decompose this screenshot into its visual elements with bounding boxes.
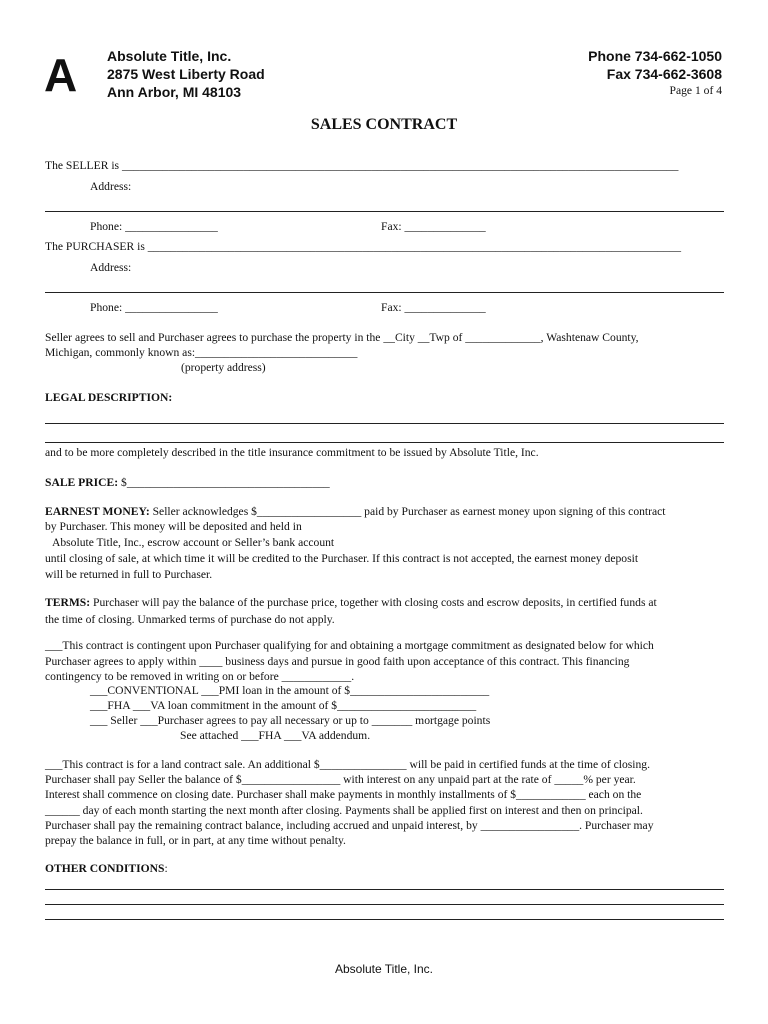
earnest-line-2: by Purchaser. This money will be deposited and held in [45, 520, 302, 533]
mortgage-points: ___ Seller ___Purchaser agrees to pay all necessary or up to _______ mortgage points [90, 714, 491, 727]
purchaser-phone: Phone: ________________ [90, 301, 218, 314]
mortgage-line-3: contingency to be removed in writing on or before ____________. [45, 670, 355, 683]
purchaser-address-label: Address: [90, 261, 132, 274]
land-contract-line-4: ______ day of each month starting the next month after closing. Payments shall be applied first on interest and then on principal. [45, 804, 643, 817]
mortgage-line-2: Purchaser agrees to apply within ____ business days and pursue in good faith upon acceptance of this contract. This financing [45, 655, 630, 668]
purchaser-address-rule [45, 292, 724, 293]
land-contract-line-1: ___This contract is for a land contract sale. An additional $_______________ will be paid in certified funds at the time of closing. [45, 758, 650, 771]
land-contract-line-5: Purchaser shall pay the remaining contract balance, including accrued and unpaid interest, by _________________. Purchaser may [45, 819, 654, 832]
earnest-text-1: Seller acknowledges $__________________ paid by Purchaser as earnest money upon signing of this contract [149, 505, 666, 518]
earnest-line-5: will be returned in full to Purchaser. [45, 568, 213, 581]
page-number: Page 1 of 4 [669, 84, 722, 97]
legal-description-heading: LEGAL DESCRIPTION: [45, 391, 173, 404]
company-street: 2875 West Liberty Road [107, 66, 265, 82]
other-conditions-heading [45, 861, 168, 876]
terms-label: TERMS: [45, 596, 91, 609]
earnest-line-3: Absolute Title, Inc., escrow account or Seller’s bank account [52, 536, 335, 549]
land-contract-line-6: prepay the balance in full, or in part, at any time without penalty. [45, 834, 346, 847]
mortgage-fha: ___FHA ___VA loan commitment in the amount of $________________________ [90, 699, 477, 712]
terms-line-1 [45, 595, 657, 610]
property-line-2: Michigan, commonly known as:____________________________ [45, 346, 358, 359]
seller-phone: Phone: ________________ [90, 220, 218, 233]
other-conditions-colon: : [164, 862, 168, 875]
purchaser-fax: Fax: ______________ [381, 301, 486, 314]
document-title: SALES CONTRACT [310, 116, 458, 133]
company-city: Ann Arbor, MI 48103 [107, 84, 242, 100]
company-logo: A [44, 49, 78, 101]
terms-text-1: Purchaser will pay the balance of the purchase price, together with closing costs and escrow deposits, in certified funds at [90, 596, 657, 609]
company-name: Absolute Title, Inc. [107, 48, 232, 64]
property-line-1: Seller agrees to sell and Purchaser agrees to purchase the property in the __City __Twp of _____________, Washtenaw County, [45, 331, 639, 344]
page-footer: Absolute Title, Inc. [334, 962, 434, 976]
other-rule-3 [45, 919, 724, 920]
company-phone: Phone 734-662-1050 [588, 48, 722, 64]
sale-price-field: $___________________________________ [118, 476, 330, 489]
sale-price-label: SALE PRICE: [45, 476, 119, 489]
legal-described-text: and to be more completely described in the title insurance commitment to be issued by Absolute Title, Inc. [45, 446, 539, 459]
purchaser-line: The PURCHASER is ____________________________________________________________________________________________ [45, 240, 682, 253]
mortgage-conventional: ___CONVENTIONAL ___PMI loan in the amount of $________________________ [90, 684, 490, 697]
seller-fax: Fax: ______________ [381, 220, 486, 233]
seller-address-label: Address: [90, 180, 132, 193]
legal-rule-1 [45, 423, 724, 424]
seller-address-rule [45, 211, 724, 212]
land-contract-line-3: Interest shall commence on closing date. Purchaser shall make payments in monthly installments of $____________ each on the [45, 788, 642, 801]
other-conditions-label: OTHER CONDITIONS [45, 862, 165, 875]
earnest-line-4: until closing of sale, at which time it will be credited to the Purchaser. If this contract is not accepted, the earnest money deposit [45, 552, 639, 565]
other-rule-2 [45, 904, 724, 905]
land-contract-line-2: Purchaser shall pay Seller the balance of $_________________ with interest on any unpaid part at the rate of _____% per year. [45, 773, 636, 786]
earnest-label: EARNEST MONEY: [45, 505, 150, 518]
mortgage-line-1: ___This contract is contingent upon Purchaser qualifying for and obtaining a mortgage commitment as designated below for which [45, 639, 654, 652]
legal-rule-2 [45, 442, 724, 443]
company-fax: Fax 734-662-3608 [606, 66, 722, 82]
other-rule-1 [45, 889, 724, 890]
sale-price-line [45, 475, 330, 490]
property-address-caption: (property address) [181, 361, 266, 374]
seller-line: The SELLER is ________________________________________________________________________________________________ [45, 159, 679, 172]
mortgage-addendum: See attached ___FHA ___VA addendum. [180, 729, 371, 742]
earnest-line-1 [45, 504, 666, 519]
terms-line-2: the time of closing. Unmarked terms of purchase do not apply. [45, 613, 335, 626]
